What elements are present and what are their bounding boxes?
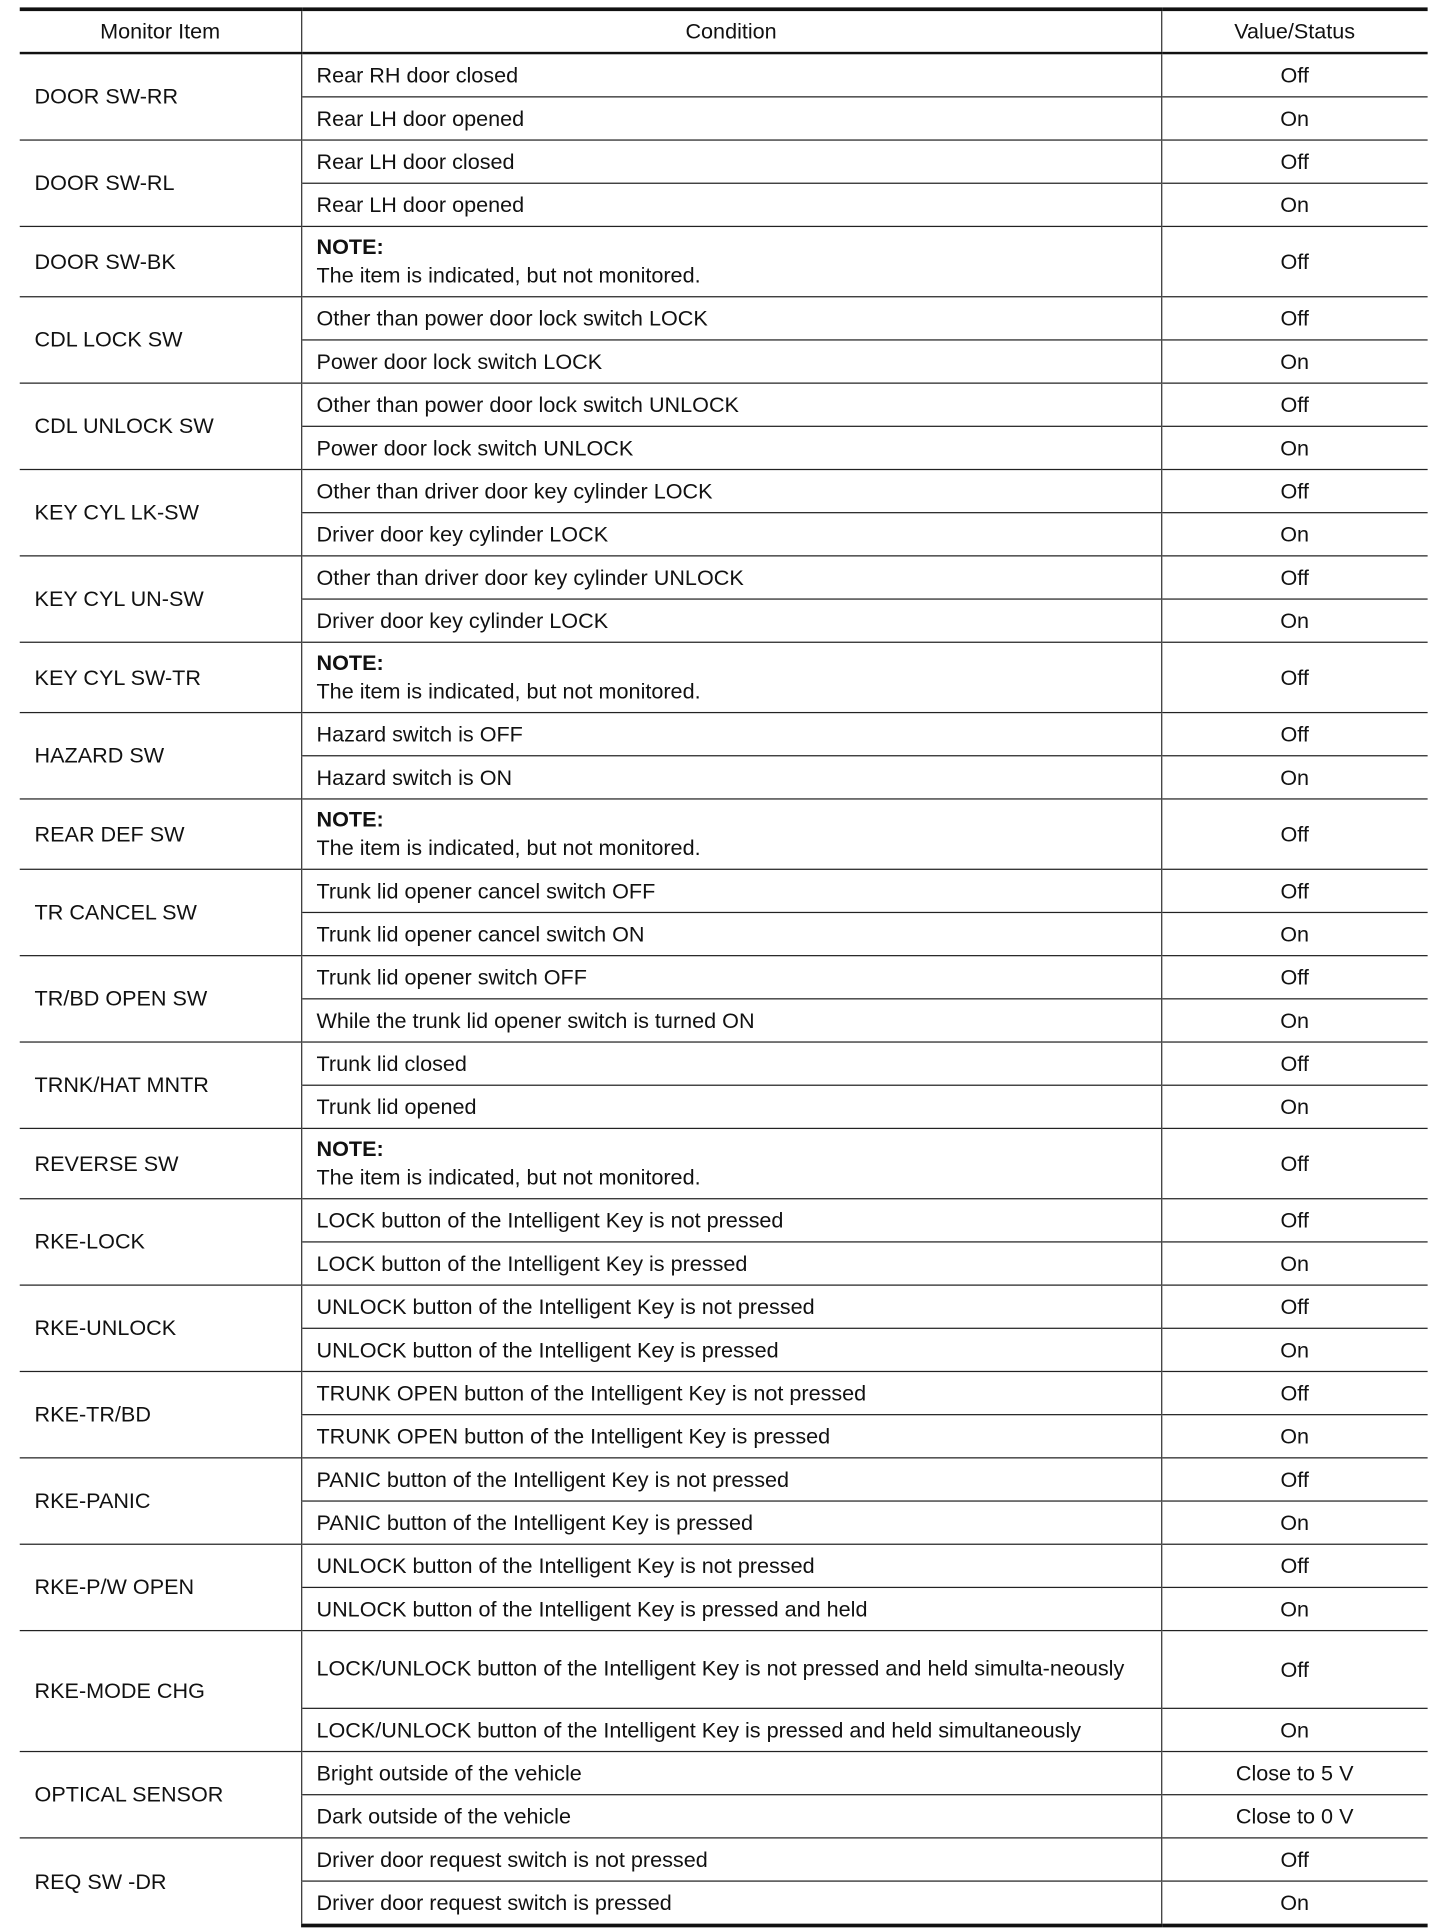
condition-cell: Driver door request switch is pressed xyxy=(301,1881,1161,1925)
value-status-cell: On xyxy=(1161,1708,1428,1751)
monitor-item-cell: REQ SW -DR xyxy=(20,1838,301,1926)
condition-cell xyxy=(301,799,1161,869)
table-row xyxy=(20,1458,1428,1501)
table-row xyxy=(20,1752,1428,1795)
value-status-cell: Off xyxy=(1161,1371,1428,1414)
condition-cell: Rear LH door opened xyxy=(301,183,1161,226)
note-text: The item is indicated, but not monitored. xyxy=(316,262,701,288)
condition-cell: Trunk lid closed xyxy=(301,1042,1161,1085)
condition-cell: LOCK button of the Intelligent Key is pressed xyxy=(301,1242,1161,1285)
condition-cell xyxy=(301,642,1161,712)
value-status-cell: Off xyxy=(1161,799,1428,869)
value-status-cell: Off xyxy=(1161,1285,1428,1328)
condition-cell: Power door lock switch LOCK xyxy=(301,340,1161,383)
condition-cell: Rear RH door closed xyxy=(301,53,1161,97)
monitor-item-cell: RKE-P/W OPEN xyxy=(20,1544,301,1630)
header-condition: Condition xyxy=(301,9,1161,53)
condition-cell: Rear LH door opened xyxy=(301,97,1161,140)
condition-cell: UNLOCK button of the Intelligent Key is not pressed xyxy=(301,1544,1161,1587)
value-status-cell: Off xyxy=(1161,1838,1428,1881)
note-text: The item is indicated, but not monitored. xyxy=(316,835,701,861)
value-status-cell: On xyxy=(1161,1415,1428,1458)
monitor-item-cell: RKE-PANIC xyxy=(20,1458,301,1544)
monitor-item-cell: TR/BD OPEN SW xyxy=(20,956,301,1042)
monitor-item-cell: HAZARD SW xyxy=(20,713,301,799)
condition-cell: Driver door request switch is not pressed xyxy=(301,1838,1161,1881)
monitor-item-cell: RKE-TR/BD xyxy=(20,1371,301,1457)
note-text: The item is indicated, but not monitored. xyxy=(316,1164,701,1190)
condition-cell: Hazard switch is ON xyxy=(301,756,1161,799)
note-label: NOTE: xyxy=(316,806,384,832)
table-row xyxy=(20,383,1428,426)
monitor-item-table xyxy=(20,7,1428,1927)
condition-cell: TRUNK OPEN button of the Intelligent Key is pressed xyxy=(301,1415,1161,1458)
note-label: NOTE: xyxy=(316,1136,384,1162)
value-status-cell: Off xyxy=(1161,713,1428,756)
condition-cell: Rear LH door closed xyxy=(301,140,1161,183)
monitor-item-cell: DOOR SW-RL xyxy=(20,140,301,226)
condition-cell: TRUNK OPEN button of the Intelligent Key is not pressed xyxy=(301,1371,1161,1414)
condition-cell: While the trunk lid opener switch is turned ON xyxy=(301,999,1161,1042)
value-status-cell: On xyxy=(1161,513,1428,556)
condition-cell: Other than driver door key cylinder UNLOCK xyxy=(301,556,1161,599)
table-row xyxy=(20,869,1428,912)
condition-cell: Driver door key cylinder LOCK xyxy=(301,599,1161,642)
condition-cell: Driver door key cylinder LOCK xyxy=(301,513,1161,556)
monitor-item-cell: TRNK/HAT MNTR xyxy=(20,1042,301,1128)
value-status-cell: Off xyxy=(1161,1458,1428,1501)
condition-cell: Other than power door lock switch LOCK xyxy=(301,297,1161,340)
value-status-cell: Off xyxy=(1161,383,1428,426)
value-status-cell: Off xyxy=(1161,226,1428,296)
condition-cell: Dark outside of the vehicle xyxy=(301,1795,1161,1838)
condition-cell: UNLOCK button of the Intelligent Key is pressed and held xyxy=(301,1587,1161,1630)
note-label: NOTE: xyxy=(316,650,384,675)
table-row xyxy=(20,713,1428,756)
note-label: NOTE: xyxy=(316,234,384,260)
value-status-cell: On xyxy=(1161,756,1428,799)
condition-cell: LOCK/UNLOCK button of the Intelligent Key is not pressed and held simulta-neously xyxy=(301,1631,1161,1709)
condition-cell: Other than driver door key cylinder LOCK xyxy=(301,469,1161,512)
monitor-item-cell: OPTICAL SENSOR xyxy=(20,1752,301,1838)
value-status-cell: Off xyxy=(1161,1128,1428,1198)
value-status-cell: On xyxy=(1161,1881,1428,1925)
condition-cell xyxy=(301,226,1161,296)
monitor-item-cell: RKE-UNLOCK xyxy=(20,1285,301,1371)
monitor-item-cell: RKE-LOCK xyxy=(20,1199,301,1285)
table-header-row xyxy=(20,9,1428,53)
condition-cell: PANIC button of the Intelligent Key is pressed xyxy=(301,1501,1161,1544)
value-status-cell: Off xyxy=(1161,956,1428,999)
monitor-item-cell: KEY CYL UN-SW xyxy=(20,556,301,642)
monitor-item-cell: RKE-MODE CHG xyxy=(20,1631,301,1752)
table-row xyxy=(20,642,1428,712)
table-row xyxy=(20,1838,1428,1881)
value-status-cell: Off xyxy=(1161,53,1428,97)
value-status-cell: Off xyxy=(1161,642,1428,712)
table-row xyxy=(20,469,1428,512)
table-row xyxy=(20,956,1428,999)
table-row xyxy=(20,53,1428,97)
table-row xyxy=(20,140,1428,183)
table-row xyxy=(20,1285,1428,1328)
value-status-cell: Off xyxy=(1161,1042,1428,1085)
table-row xyxy=(20,1128,1428,1198)
monitor-item-cell: TR CANCEL SW xyxy=(20,869,301,955)
monitor-item-cell: CDL UNLOCK SW xyxy=(20,383,301,469)
value-status-cell: Off xyxy=(1161,869,1428,912)
condition-cell: LOCK/UNLOCK button of the Intelligent Key is pressed and held simultaneously xyxy=(301,1708,1161,1751)
condition-cell: UNLOCK button of the Intelligent Key is pressed xyxy=(301,1328,1161,1371)
table-row xyxy=(20,297,1428,340)
condition-cell: Trunk lid opened xyxy=(301,1085,1161,1128)
monitor-item-cell: CDL LOCK SW xyxy=(20,297,301,383)
value-status-cell: Off xyxy=(1161,297,1428,340)
value-status-cell: Off xyxy=(1161,1544,1428,1587)
header-monitor-item: Monitor Item xyxy=(20,9,301,53)
value-status-cell: On xyxy=(1161,999,1428,1042)
monitor-item-cell: REAR DEF SW xyxy=(20,799,301,869)
condition-cell: Hazard switch is OFF xyxy=(301,713,1161,756)
value-status-cell: On xyxy=(1161,912,1428,955)
header-value-status: Value/Status xyxy=(1161,9,1428,53)
condition-cell: LOCK button of the Intelligent Key is not pressed xyxy=(301,1199,1161,1242)
value-status-cell: On xyxy=(1161,426,1428,469)
condition-cell: Trunk lid opener switch OFF xyxy=(301,956,1161,999)
table-row xyxy=(20,1544,1428,1587)
value-status-cell: On xyxy=(1161,340,1428,383)
table-row xyxy=(20,799,1428,869)
note-text: The item is indicated, but not monitored. xyxy=(316,678,701,704)
monitor-item-cell: REVERSE SW xyxy=(20,1128,301,1198)
value-status-cell: On xyxy=(1161,1242,1428,1285)
condition-cell: PANIC button of the Intelligent Key is not pressed xyxy=(301,1458,1161,1501)
table-row xyxy=(20,226,1428,296)
value-status-cell: Off xyxy=(1161,556,1428,599)
value-status-cell: On xyxy=(1161,1587,1428,1630)
value-status-cell: On xyxy=(1161,1085,1428,1128)
value-status-cell: On xyxy=(1161,97,1428,140)
condition-cell: UNLOCK button of the Intelligent Key is not pressed xyxy=(301,1285,1161,1328)
condition-cell: Bright outside of the vehicle xyxy=(301,1752,1161,1795)
table-row xyxy=(20,1371,1428,1414)
value-status-cell: Close to 0 V xyxy=(1161,1795,1428,1838)
value-status-cell: Off xyxy=(1161,1631,1428,1709)
condition-cell: Other than power door lock switch UNLOCK xyxy=(301,383,1161,426)
monitor-item-cell: DOOR SW-BK xyxy=(20,226,301,296)
table-row xyxy=(20,1042,1428,1085)
value-status-cell: Off xyxy=(1161,469,1428,512)
value-status-cell: Off xyxy=(1161,140,1428,183)
table-row xyxy=(20,1631,1428,1709)
monitor-item-cell: DOOR SW-RR xyxy=(20,53,301,140)
table-body xyxy=(20,53,1428,1925)
condition-cell: Trunk lid opener cancel switch ON xyxy=(301,912,1161,955)
value-status-cell: Off xyxy=(1161,1199,1428,1242)
table-row xyxy=(20,1199,1428,1242)
monitor-item-cell: KEY CYL SW-TR xyxy=(20,642,301,712)
table-row xyxy=(20,556,1428,599)
value-status-cell: On xyxy=(1161,1501,1428,1544)
condition-cell: Power door lock switch UNLOCK xyxy=(301,426,1161,469)
value-status-cell: On xyxy=(1161,1328,1428,1371)
condition-cell xyxy=(301,1128,1161,1198)
monitor-item-cell: KEY CYL LK-SW xyxy=(20,469,301,555)
value-status-cell: On xyxy=(1161,599,1428,642)
condition-cell: Trunk lid opener cancel switch OFF xyxy=(301,869,1161,912)
value-status-cell: Close to 5 V xyxy=(1161,1752,1428,1795)
value-status-cell: On xyxy=(1161,183,1428,226)
